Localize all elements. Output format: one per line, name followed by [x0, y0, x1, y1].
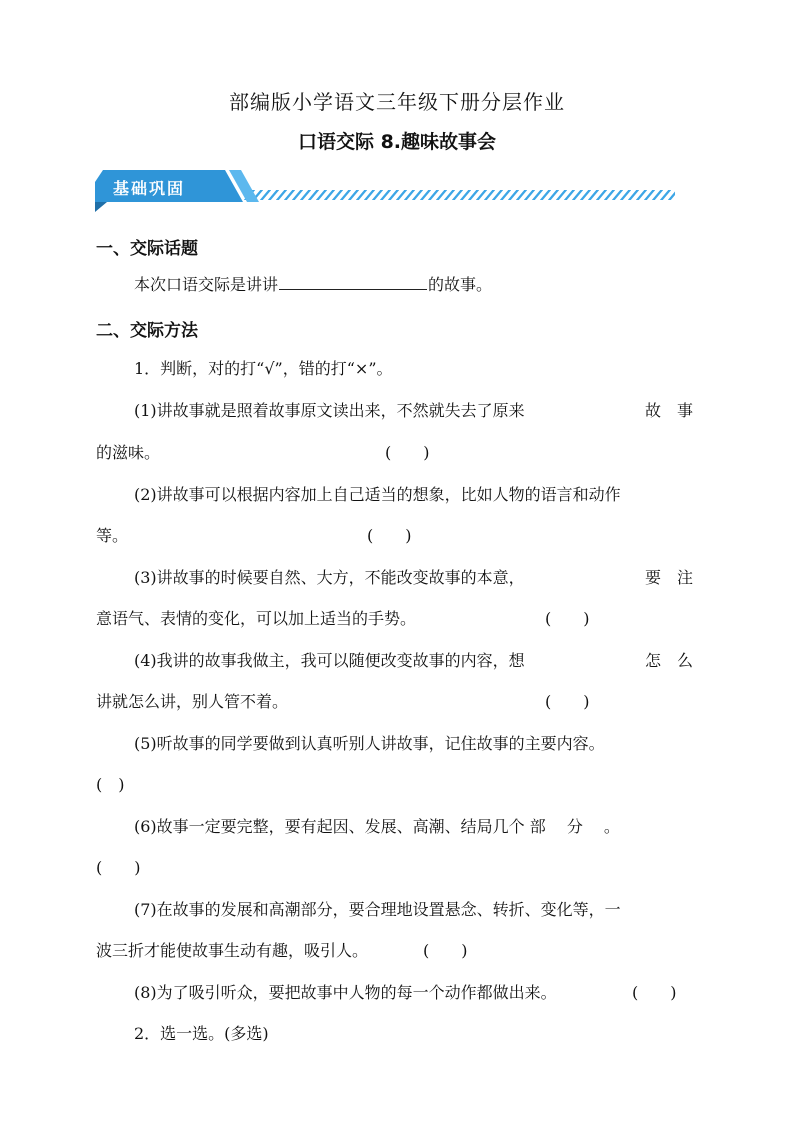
lesson-title: 口语交际 8.趣味故事会 — [297, 131, 497, 153]
topic-sentence-end: 的故事。 — [428, 275, 493, 294]
judge-item-3-line2: 意语气、表情的变化，可以加上适当的手势。 — [96, 609, 417, 628]
section-heading-method: 二、交际方法 — [96, 321, 198, 341]
judge-item-3-line1: (3)讲故事的时候要自然、大方，不能改变故事的本意， — [134, 568, 525, 587]
judge-item-8-line1: (8)为了吸引听众，要把故事中人物的每一个动作都做出来。 — [134, 983, 557, 1002]
section-banner — [93, 170, 693, 214]
judge-item-7-answer[interactable]: ( ) — [423, 941, 468, 960]
judge-item-2-answer[interactable]: ( ) — [367, 526, 412, 545]
judge-item-4-tail: 怎 么 — [645, 651, 694, 670]
judge-item-4-answer[interactable]: ( ) — [545, 692, 590, 711]
judge-item-6-line1: (6)故事一定要完整，要有起因、发展、高潮、结局几个 部 分 。 — [134, 817, 620, 836]
judge-item-5-line1: (5)听故事的同学要做到认真听别人讲故事，记住故事的主要内容。 — [134, 734, 605, 753]
document-title: 部编版小学语文三年级下册分层作业 — [229, 90, 565, 114]
judge-item-4-line1: (4)我讲的故事我做主，我可以随便改变故事的内容，想 — [134, 651, 525, 670]
banner-fold — [95, 202, 107, 212]
question-2-instruction: 2．选一选。(多选) — [134, 1024, 269, 1043]
answer-blank[interactable] — [279, 275, 427, 290]
judge-item-8-answer[interactable]: ( ) — [632, 983, 677, 1002]
judge-item-4-line2: 讲就怎么讲，别人管不着。 — [96, 692, 289, 711]
topic-sentence-start: 本次口语交际是讲讲 — [134, 275, 279, 294]
judge-item-1-line1: (1)讲故事就是照着故事原文读出来，不然就失去了原来 — [134, 401, 525, 420]
judge-item-7-line2: 波三折才能使故事生动有趣，吸引人。 — [96, 941, 369, 960]
judge-item-2-line2: 等。 — [96, 526, 129, 545]
judge-item-3-answer[interactable]: ( ) — [545, 609, 590, 628]
judge-item-7-line1: (7)在故事的发展和高潮部分，要合理地设置悬念、转折、变化等，一 — [134, 900, 621, 919]
judge-item-2-line1: (2)讲故事可以根据内容加上自己适当的想象，比如人物的语言和动作 — [134, 485, 621, 504]
judge-item-3-tail: 要 注 — [645, 568, 694, 587]
judge-item-1-tail: 故 事 — [645, 401, 694, 420]
banner-stripes — [243, 190, 675, 200]
section-heading-topic: 一、交际话题 — [96, 239, 198, 259]
banner-label: 基础巩固 — [113, 179, 186, 198]
judge-item-6-answer[interactable]: ( ) — [96, 858, 141, 877]
judge-item-1-answer[interactable]: ( ) — [385, 443, 430, 462]
question-1-instruction: 1．判断，对的打“√”，错的打“×”。 — [134, 359, 393, 378]
topic-sentence — [134, 275, 492, 295]
judge-item-1-line2: 的滋味。 — [96, 443, 161, 462]
judge-item-5-answer[interactable]: ( ) — [96, 775, 125, 794]
